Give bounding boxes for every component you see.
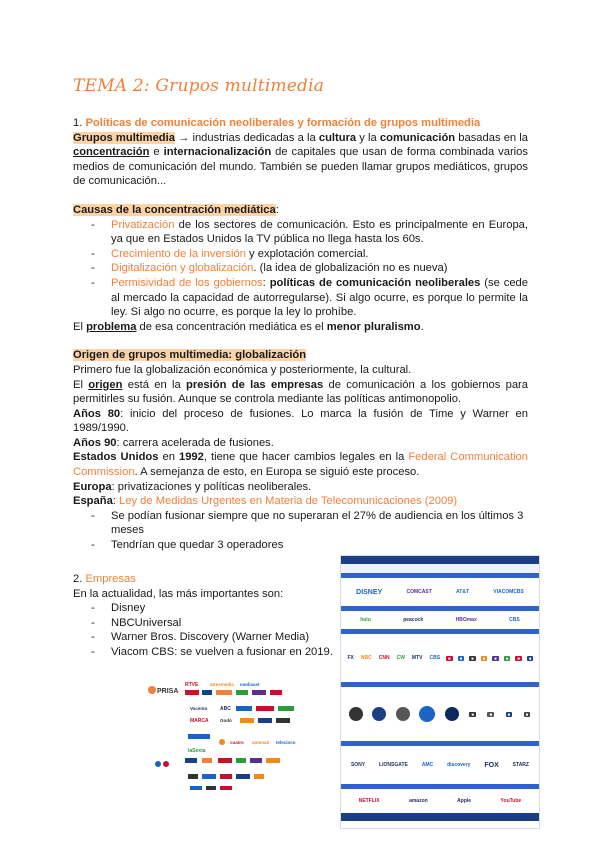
logo-row <box>341 611 539 629</box>
logo-fox: FOX <box>484 761 499 769</box>
origen-line: España: Ley de Medidas Urgentes en Materia de Telecomunicaciones (2009) <box>73 495 458 508</box>
us-media-conglomerates-image <box>340 555 540 829</box>
section-2-heading: 2. Empresas <box>73 573 136 585</box>
origen-line: Años 80: inicio del proceso de fusiones. Lo marca la fusión de Time y Warner en 1989/1990. <box>73 407 528 435</box>
logo-lionsgate: LIONSGATE <box>379 762 408 768</box>
spanish-media-logos-image <box>140 672 308 797</box>
list-item: - Disney <box>111 601 333 616</box>
logo-marca: MARCA <box>190 718 209 724</box>
logo-peacock: peacock <box>403 617 424 623</box>
logo-nbc: NBC <box>360 655 372 661</box>
logo-godo: Godó <box>220 718 232 723</box>
logo-rtve: RTVE <box>185 682 199 688</box>
list-item: - Viacom CBS: se vuelven a fusionar en 2019. <box>111 645 333 660</box>
logo-telecinco: telecinco <box>276 740 296 745</box>
logo-sony: SONY <box>350 762 366 768</box>
empresas-list <box>73 601 333 659</box>
logo-cnn: CNN <box>378 655 390 661</box>
logo-row <box>341 578 539 606</box>
logo-comcast: COMCAST <box>406 589 432 595</box>
logo-prisa: PRISA <box>157 688 179 695</box>
logo-row: FX NBC CNN CW MTV CBS ■ ■ ■ ■ ■ ■ ■ ■ <box>347 655 532 661</box>
logo-lasexta: laSexta <box>188 748 206 754</box>
list-item: - Tendrían que quedar 3 operadores <box>111 538 528 553</box>
logo-fx: FX <box>347 655 354 661</box>
logo-cuatro: cuatro <box>230 740 244 745</box>
logo-starz: STARZ <box>512 762 529 768</box>
logo-hbomax: HBOmax <box>455 617 477 623</box>
logo-row <box>341 746 539 784</box>
logo-mtv: MTV <box>411 655 423 661</box>
origen-line: Estados Unidos en 1992, tiene que hacer cambios legales en la Federal Communication Commission. A semejanza de esto, en Europa se siguió este proceso. <box>73 451 529 479</box>
logo-att: AT&T <box>456 589 470 595</box>
logo-hulu: hulu <box>360 617 371 623</box>
logo-apple: Apple <box>457 798 472 804</box>
list-item: - Warner Bros. Discovery (Warner Media) <box>111 630 333 645</box>
origen-heading: Origen de grupos multimedia: globalización <box>73 349 307 362</box>
logo-cbs-2: CBS <box>429 655 441 661</box>
logo-viacomcbs: VIACOMCBS <box>493 589 524 595</box>
list-item: - Permisividad de los gobiernos: políticas de comunicación neoliberales (se cede al mercado la capacidad de autorregularse). Si algo ocurre, es porque lo permite la ley. Si algo no ocurre, es porque la ley lo prohíbe. <box>111 276 528 320</box>
definition-paragraph: Grupos multimedia → industrias dedicadas a la cultura y la comunicación basadas en la concentración e internacionalización de capitales que usan de forma combinada varios medios de comunicación del mundo. También se pueden llamar grupos mediáticos, grupos de comunicación... <box>73 131 528 188</box>
logo-netflix: NETFLIX <box>358 798 380 804</box>
section-1-heading: 1. Políticas de comunicación neoliberales y formación de grupos multimedia <box>73 117 481 129</box>
logo-antena3: antena3 <box>252 740 270 745</box>
logo-abc: ABC <box>220 706 231 712</box>
causas-list <box>73 218 528 320</box>
list-item: - Privatización de los sectores de comunicación. Esto es principalmente en Europa, ya que en Estados Unidos la TV pública no llega hasta los 60s. <box>111 218 528 247</box>
section-1 <box>73 116 528 553</box>
origen-line: El origen está en la presión de las empresas de comunicación a los gobiernos para permitirles su fusión. Aunque se controla mediante las políticas antimonopolio. <box>73 378 528 406</box>
origen-line: Europa: privatizaciones y políticas neoliberales. <box>73 480 312 493</box>
page-title: TEMA 2: Grupos multimedia <box>73 76 325 96</box>
logo-mark <box>148 686 156 694</box>
problema-paragraph: El problema de esa concentración mediática es el menor pluralismo. <box>73 320 424 333</box>
logo-youtube: YouTube <box>500 798 522 804</box>
logo-vocento: Vocento <box>190 706 208 711</box>
list-item: - Crecimiento de la inversión y explotación comercial. <box>111 247 528 262</box>
section-2 <box>73 572 333 660</box>
infographic-header <box>341 556 539 564</box>
list-item: - Digitalización y globalización. (la idea de globalización no es nueva) <box>111 261 528 276</box>
logo-amc: AMC <box>421 762 434 768</box>
logo-amazon: amazon <box>409 798 428 804</box>
studio-logos-row: ■ ■ ■ ■ <box>341 687 539 741</box>
espana-list <box>73 509 528 553</box>
list-item: - Se podían fusionar siempre que no superaran el 27% de audiencia en los últimos 3 meses <box>111 509 528 538</box>
logo-row <box>341 789 539 813</box>
origen-line: Años 90: carrera acelerada de fusiones. <box>73 436 274 449</box>
logo-atresmedia: atresmedia <box>210 682 234 687</box>
logo-discovery: discovery <box>447 762 471 768</box>
list-item: - NBCUniversal <box>111 616 333 631</box>
empresas-intro: En la actualidad, las más importantes son: <box>73 587 284 600</box>
logo-cbs: CBS <box>509 617 520 623</box>
causas-heading: Causas de la concentración mediática: <box>73 203 279 216</box>
logo-disney: DISNEY <box>356 588 383 596</box>
logo-cw: CW <box>396 655 405 661</box>
logo-mediaset: mediaset <box>240 682 260 687</box>
origen-line: Primero fue la globalización económica y posteriormente, la cultural. <box>73 363 412 376</box>
